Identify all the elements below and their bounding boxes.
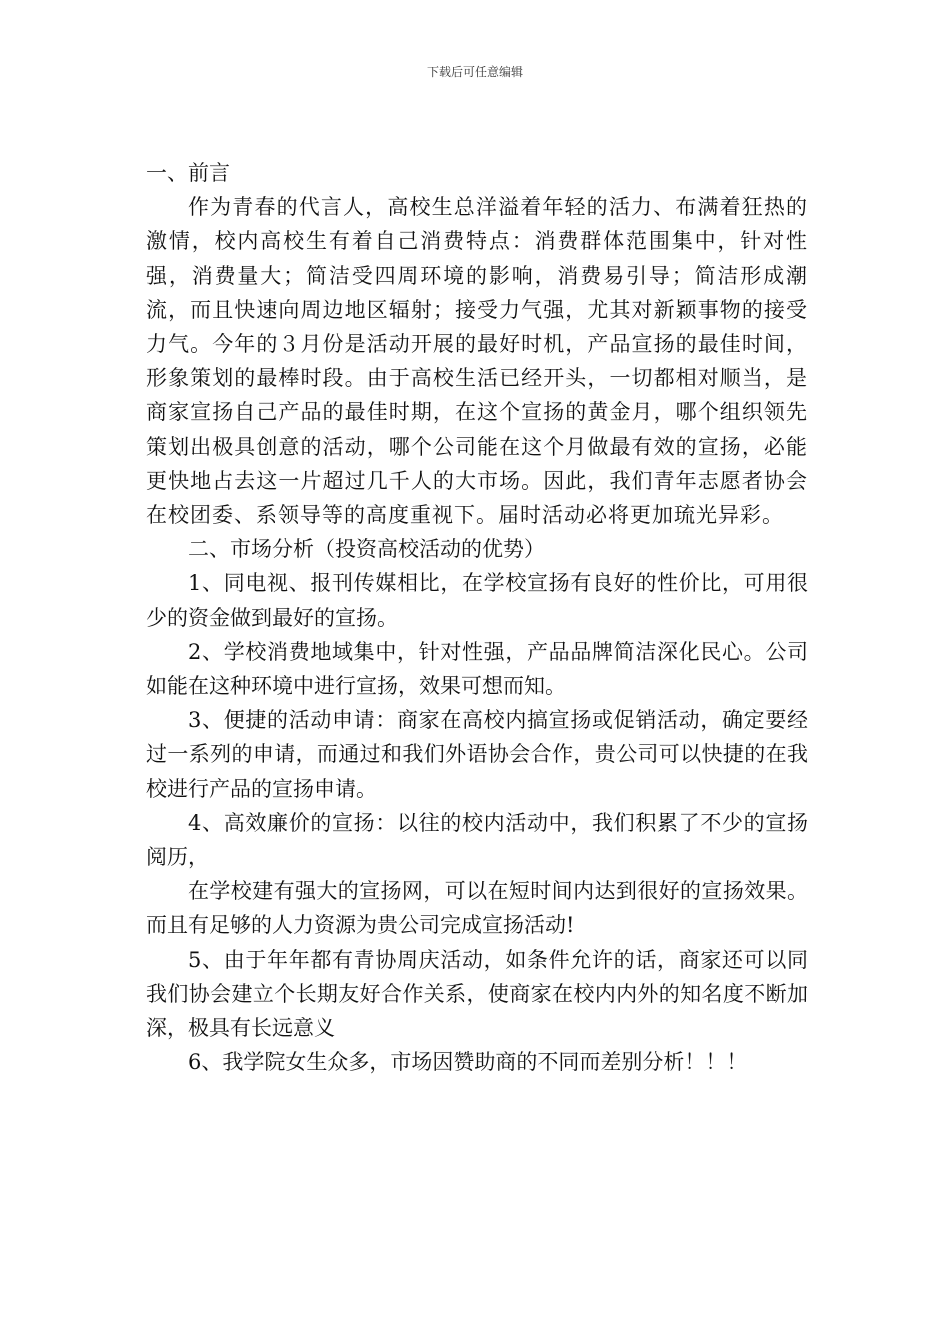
paragraph-item-4: 4、高效廉价的宣扬：以往的校内活动中，我们积累了不少的宣扬阅历， — [146, 810, 808, 870]
paragraph-item-4-continued: 在学校建有强大的宣扬网，可以在短时间内达到很好的宣扬效果。而且有足够的人力资源为贵公司完成宣扬活动! — [146, 879, 808, 938]
paragraph-item-5: 5、由于年年都有青协周庆活动，如条件允许的话，商家还可以同我们协会建立个长期友好合作关系，使商家在校内内外的知名度不断加深，极具有长远意义 — [146, 947, 808, 1041]
section-heading-preface: 一、前言 — [146, 161, 230, 185]
section-heading-market-analysis: 二、市场分析（投资高校活动的优势） — [188, 537, 545, 562]
paragraph-item-6: 6、我学院女生众多，市场因赞助商的不同而差别分析！！！ — [188, 1050, 748, 1075]
paragraph-preface: 作为青春的代言人，高校生总洋溢着年轻的活力、布满着狂热的激情，校内高校生有着自己消费特点：消费群体范围集中，针对性强，消费量大；简洁受四周环境的影响，消费易引导；简洁形成潮流，而且快速向周边地区辐射；接受力气强，尤其对新颖事物的接受力气。今年的３月份是活动开展的最好时机，产品宣扬的最佳时间，形象策划的最棒时段。由于高校生活已经开头，一切都相对顺当，是商家宣扬自己产品的最佳时期，在这个宣扬的黄金月，哪个组织领先策划出极具创意的活动，哪个公司能在这个月做最有效的宣扬，必能更快地占去这一片超过几千人的大市场。因此，我们青年志愿者协会在校团委、系领导等的高度重视下。届时活动必将更加琉光异彩。 — [146, 195, 808, 528]
paragraph-item-1: 1、同电视、报刊传媒相比，在学校宣扬有良好的性价比，可用很少的资金做到最好的宣扬。 — [146, 571, 808, 630]
page-header-note: 下载后可任意编辑 — [426, 65, 523, 79]
document-body — [146, 156, 808, 1079]
paragraph-item-2: 2、学校消费地域集中，针对性强，产品品牌简洁深化民心。公司如能在这种环境中进行宣扬，效果可想而知。 — [146, 639, 808, 699]
paragraph-item-3: 3、便捷的活动申请：商家在高校内搞宣扬或促销活动，确定要经过一系列的申请，而通过和我们外语协会合作，贵公司可以快捷的在我校进行产品的宣扬申请。 — [146, 708, 808, 801]
